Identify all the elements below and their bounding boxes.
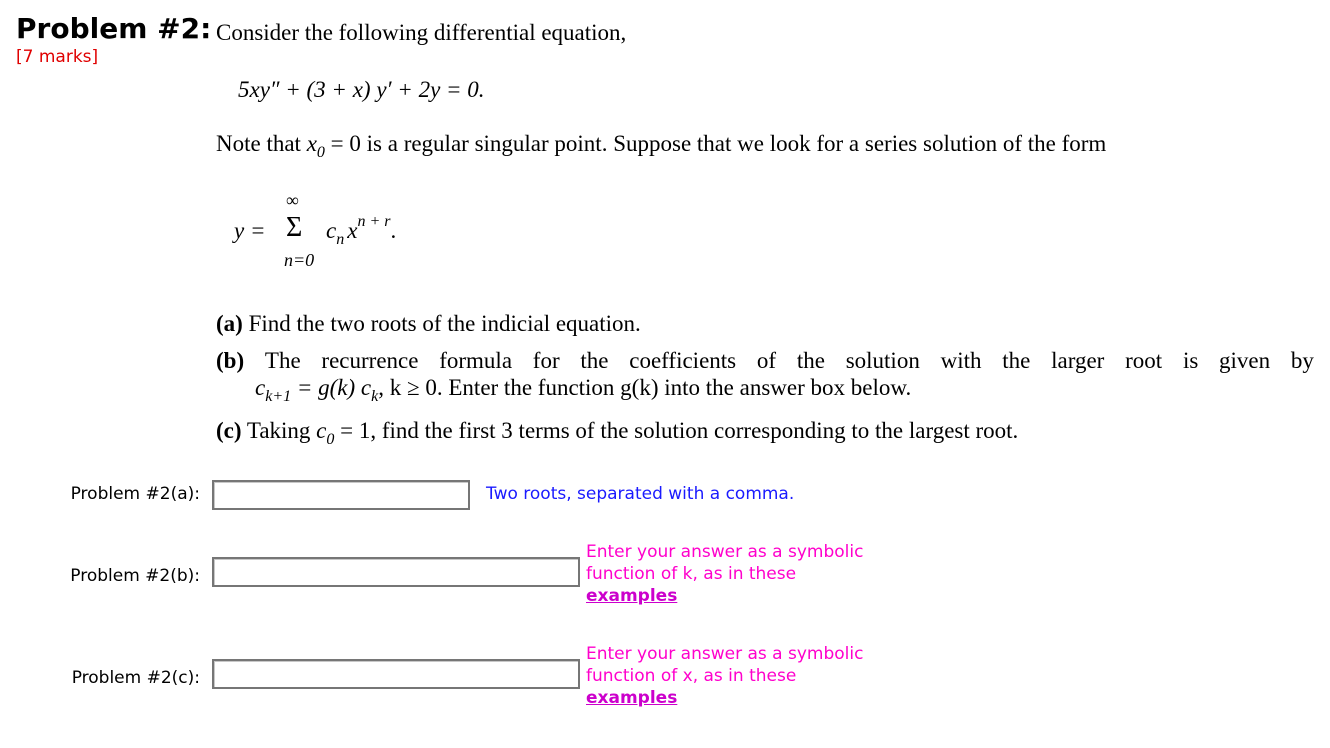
examples-link-c[interactable]: examples (586, 688, 678, 708)
series-upper: ∞ (286, 190, 299, 210)
differential-equation: 5xy″ + (3 + x) y′ + 2y = 0. (238, 77, 485, 102)
note-sub: 0 (316, 144, 325, 161)
part-b-word: is (1182, 348, 1199, 373)
answer-label-a: Problem #2(a): (70, 484, 200, 504)
series-lower: n=0 (284, 250, 315, 270)
series-term (326, 213, 397, 248)
part-a (216, 311, 641, 337)
answer-input-c[interactable] (212, 659, 580, 689)
part-c-c: c (316, 418, 327, 443)
part-b-csub: k+1 (265, 388, 292, 405)
note-line (216, 131, 1107, 161)
part-b-line1 (216, 348, 1314, 374)
part-b-c: c (255, 375, 266, 400)
part-b-word: root (1125, 348, 1163, 373)
part-c-csub: 0 (326, 431, 335, 448)
part-c-rest: = 1, find the first 3 terms of the solution corresponding to the largest root. (340, 418, 1019, 443)
part-b-label: (b) (216, 348, 245, 373)
series-coef: c (326, 218, 337, 243)
answer-input-b[interactable] (212, 557, 580, 587)
part-c-label: (c) (216, 418, 242, 443)
series-exp: n + r (357, 213, 391, 230)
series-lhs: y = (234, 218, 266, 243)
answer-hint-c (586, 643, 866, 709)
answer-hint-b-text: Enter your answer as a symbolic function of k, as in these (586, 542, 864, 584)
part-b-line2 (255, 375, 912, 405)
part-b-word: the (1002, 348, 1031, 373)
part-b-word: for (532, 348, 560, 373)
part-c (216, 418, 1019, 448)
part-b-word: the (796, 348, 825, 373)
series-end: . (390, 218, 397, 243)
part-b-word: recurrence (321, 348, 419, 373)
part-b-word: larger (1051, 348, 1105, 373)
note-var: x (306, 131, 317, 156)
series-coef-sub: n (336, 231, 345, 248)
part-b-word: given (1219, 348, 1271, 373)
marks-label: [7 marks] (16, 47, 99, 67)
part-b-word: solution (845, 348, 920, 373)
part-a-text: Find the two roots of the indicial equation. (248, 311, 641, 336)
part-b-eq: = g(k) c (296, 375, 372, 400)
part-b-word: formula (439, 348, 513, 373)
part-b-rest: , k ≥ 0. Enter the function g(k) into the answer box below. (378, 375, 912, 400)
answer-label-b: Problem #2(b): (70, 566, 200, 586)
examples-link-b[interactable]: examples (586, 586, 678, 606)
part-b-word: with (940, 348, 982, 373)
answer-hint-b (586, 541, 866, 607)
problem-intro: Consider the following differential equation, (216, 20, 627, 45)
answer-hint-c-text: Enter your answer as a symbolic function of x, as in these (586, 644, 864, 686)
part-b-word: of (756, 348, 777, 373)
answer-hint-a: Two roots, separated with a comma. (486, 484, 795, 504)
answer-label-c: Problem #2(c): (71, 668, 200, 688)
problem-title: Problem #2: (16, 12, 212, 45)
series-sigma: Σ (286, 212, 303, 243)
note-prefix: Note that (216, 131, 301, 156)
part-c-prefix: Taking (246, 418, 311, 443)
part-b-word: by (1290, 348, 1314, 373)
part-b-word: The (264, 348, 301, 373)
part-a-label: (a) (216, 311, 243, 336)
part-b-csub2: k (371, 388, 379, 405)
answer-input-a[interactable] (212, 480, 470, 510)
series-var: x (347, 218, 358, 243)
note-rest: = 0 is a regular singular point. Suppose that we look for a series solution of the form (330, 131, 1107, 156)
part-b-word: the (580, 348, 609, 373)
part-b-word: coefficients (629, 348, 737, 373)
